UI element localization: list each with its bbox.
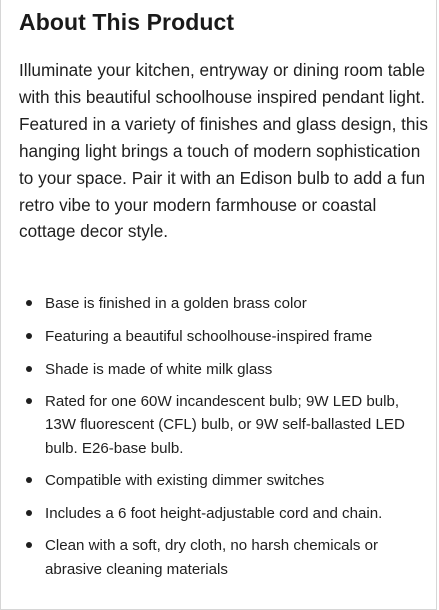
bullet-icon xyxy=(26,300,32,306)
feature-item xyxy=(19,390,429,460)
product-description: Illuminate your kitchen, entryway or dining room table with this beautiful schoolhouse inspired pendant light. Featured in a variety of finishes and glass design, this hanging light brings a touch of modern sophistication to your space. Pair it with an Edison bulb to add a fun retro vibe to your modern farmhouse or coastal cottage decor style. xyxy=(19,60,428,242)
feature-text: Featuring a beautiful schoolhouse-inspired frame xyxy=(45,327,373,345)
feature-text: Includes a 6 foot height-adjustable cord and chain. xyxy=(45,504,383,522)
feature-text: Clean with a soft, dry cloth, no harsh chemicals or abrasive cleaning materials xyxy=(45,537,379,578)
section-title: About This Product xyxy=(19,9,235,35)
bullet-icon xyxy=(26,398,32,404)
bullet-icon xyxy=(26,542,32,548)
feature-text: Rated for one 60W incandescent bulb; 9W LED bulb, 13W fluorescent (CFL) bulb, or 9W self-ballasted LED bulb. E26-base bulb. xyxy=(45,393,405,457)
feature-item xyxy=(19,358,429,381)
about-product-section xyxy=(19,6,429,590)
feature-list xyxy=(19,292,429,580)
bullet-icon xyxy=(26,366,32,372)
feature-item xyxy=(19,502,429,525)
feature-text: Compatible with existing dimmer switches xyxy=(45,472,325,490)
bullet-icon xyxy=(26,510,32,516)
feature-text: Shade is made of white milk glass xyxy=(45,360,273,378)
feature-item xyxy=(19,325,429,348)
feature-item xyxy=(19,292,429,315)
feature-text: Base is finished in a golden brass color xyxy=(45,295,307,313)
bullet-icon xyxy=(26,477,32,483)
bullet-icon xyxy=(26,333,32,339)
feature-item xyxy=(19,534,429,580)
feature-item xyxy=(19,469,429,492)
